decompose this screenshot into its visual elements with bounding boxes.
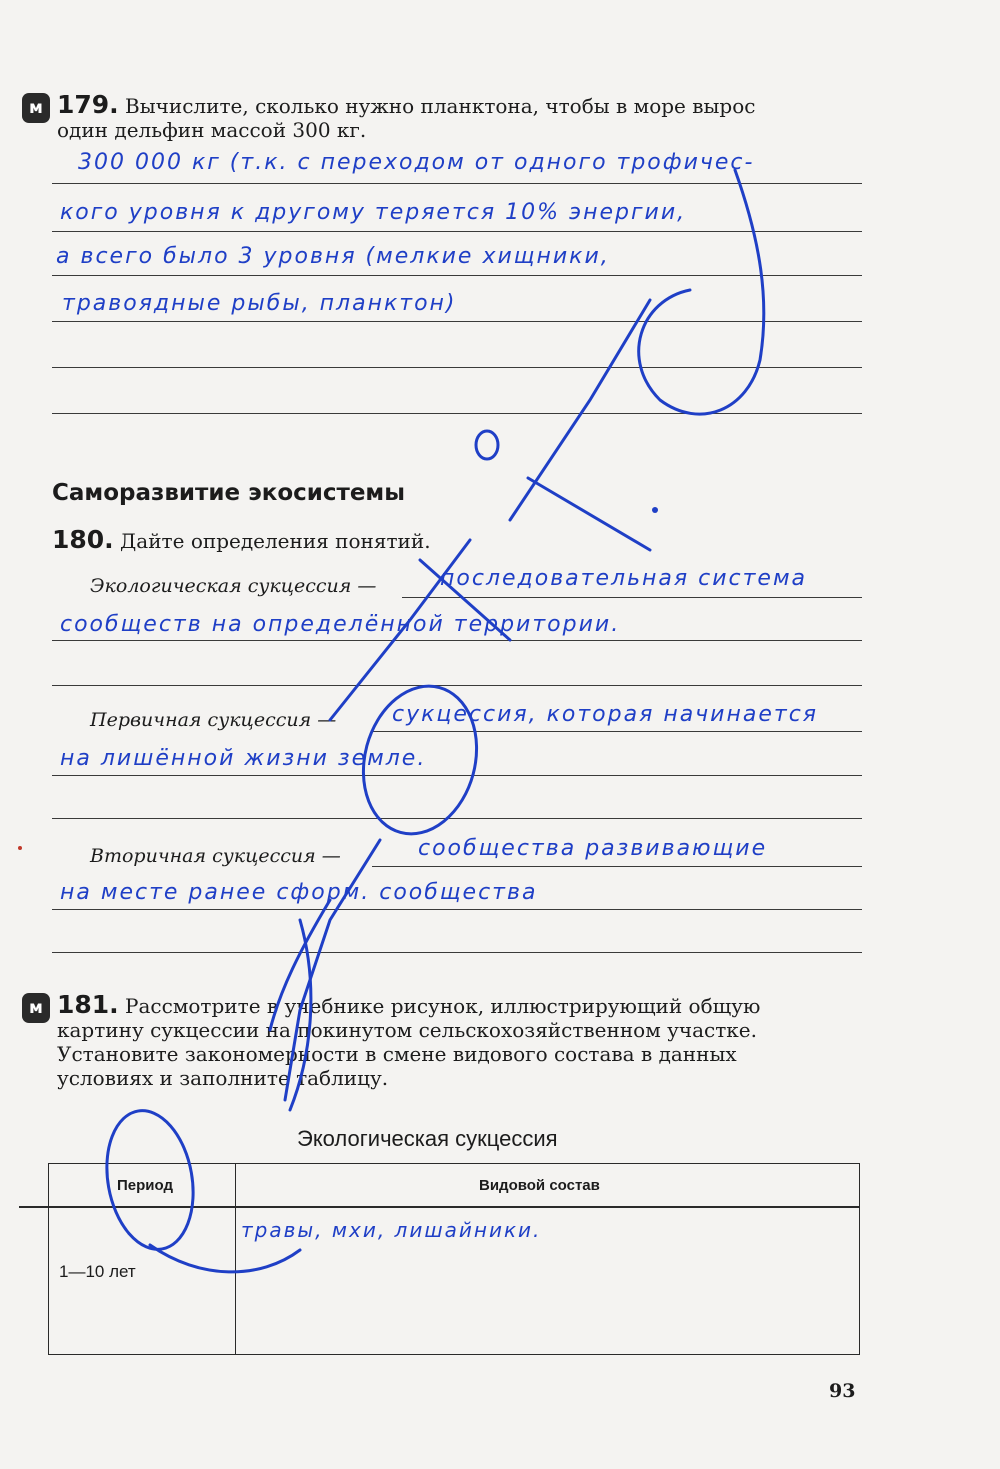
- term-secondary-succession: Вторичная сукцессия —: [90, 845, 341, 867]
- table-row-period: 1—10 лет: [59, 1262, 136, 1281]
- handwritten-answer-179-line4: травоядные рыбы, планктон): [62, 291, 457, 316]
- m-badge-181: м: [22, 993, 50, 1023]
- task-181-line3: Установите закономерности в смене видового состава в данных: [57, 1042, 737, 1066]
- m-badge-179: м: [22, 93, 50, 123]
- answer-line: [372, 731, 862, 732]
- handwritten-answer-180-3a: сообщества развивающие: [418, 836, 768, 861]
- answer-line: [52, 231, 862, 232]
- task-179-question-line1: Вычислите, сколько нужно планктона, чтобы в море вырос: [125, 94, 756, 118]
- handwritten-species: травы, мхи, лишайники.: [241, 1218, 542, 1242]
- header-period: Период: [117, 1177, 173, 1194]
- header-species: Видовой состав: [479, 1177, 600, 1194]
- answer-line: [52, 909, 862, 910]
- handwritten-answer-180-3b: на месте ранее сформ. сообщества: [60, 880, 538, 905]
- answer-line: [52, 367, 862, 368]
- task-180: [52, 525, 431, 554]
- task-179-number: 179.: [57, 90, 119, 119]
- term-primary-succession: Первичная сукцессия —: [90, 709, 337, 731]
- task-181-number: 181.: [57, 990, 119, 1019]
- answer-line: [52, 275, 862, 276]
- answer-line: [372, 866, 862, 867]
- task-181: [57, 990, 867, 1090]
- task-180-prompt: Дайте определения понятий.: [120, 529, 431, 553]
- answer-line: [52, 818, 862, 819]
- page-number: 93: [829, 1380, 856, 1402]
- handwritten-answer-180-1a: последовательная система: [440, 566, 808, 591]
- task-181-line1: Рассмотрите в учебнике рисунок, иллюстрирующий общую: [125, 994, 761, 1018]
- table-title: Экологическая сукцессия: [297, 1126, 558, 1151]
- task-181-line4: условиях и заполните таблицу.: [57, 1066, 389, 1090]
- task-179: [57, 90, 867, 142]
- answer-line: [52, 640, 862, 641]
- task-180-number: 180.: [52, 525, 114, 554]
- section-heading: Саморазвитие экосистемы: [52, 480, 406, 506]
- answer-line: [402, 597, 862, 598]
- answer-line: [52, 183, 862, 184]
- succession-table: [48, 1163, 860, 1355]
- answer-line: [52, 685, 862, 686]
- handwritten-answer-180-1b: сообществ на определённой территории.: [60, 612, 621, 637]
- table-column-divider: [235, 1164, 236, 1354]
- handwritten-answer-179-line3: а всего было 3 уровня (мелкие хищники,: [56, 244, 610, 269]
- answer-line: [52, 321, 862, 322]
- task-181-line2: картину сукцессии на покинутом сельскохозяйственном участке.: [57, 1018, 757, 1042]
- answer-line: [52, 775, 862, 776]
- handwritten-answer-180-2a: сукцессия, которая начинается: [392, 702, 819, 727]
- handwritten-answer-179-line2: кого уровня к другому теряется 10% энергии,: [60, 200, 687, 225]
- term-ecological-succession: Экологическая сукцессия —: [90, 575, 377, 597]
- answer-line: [52, 952, 862, 953]
- answer-line: [52, 413, 862, 414]
- handwritten-answer-180-2b: на лишённой жизни земле.: [60, 746, 427, 771]
- table-header-divider: [19, 1206, 859, 1208]
- task-179-question-line2: один дельфин массой 300 кг.: [57, 118, 367, 142]
- handwritten-answer-179-line1: 300 000 кг (т.к. с переходом от одного трофичес-: [78, 150, 755, 175]
